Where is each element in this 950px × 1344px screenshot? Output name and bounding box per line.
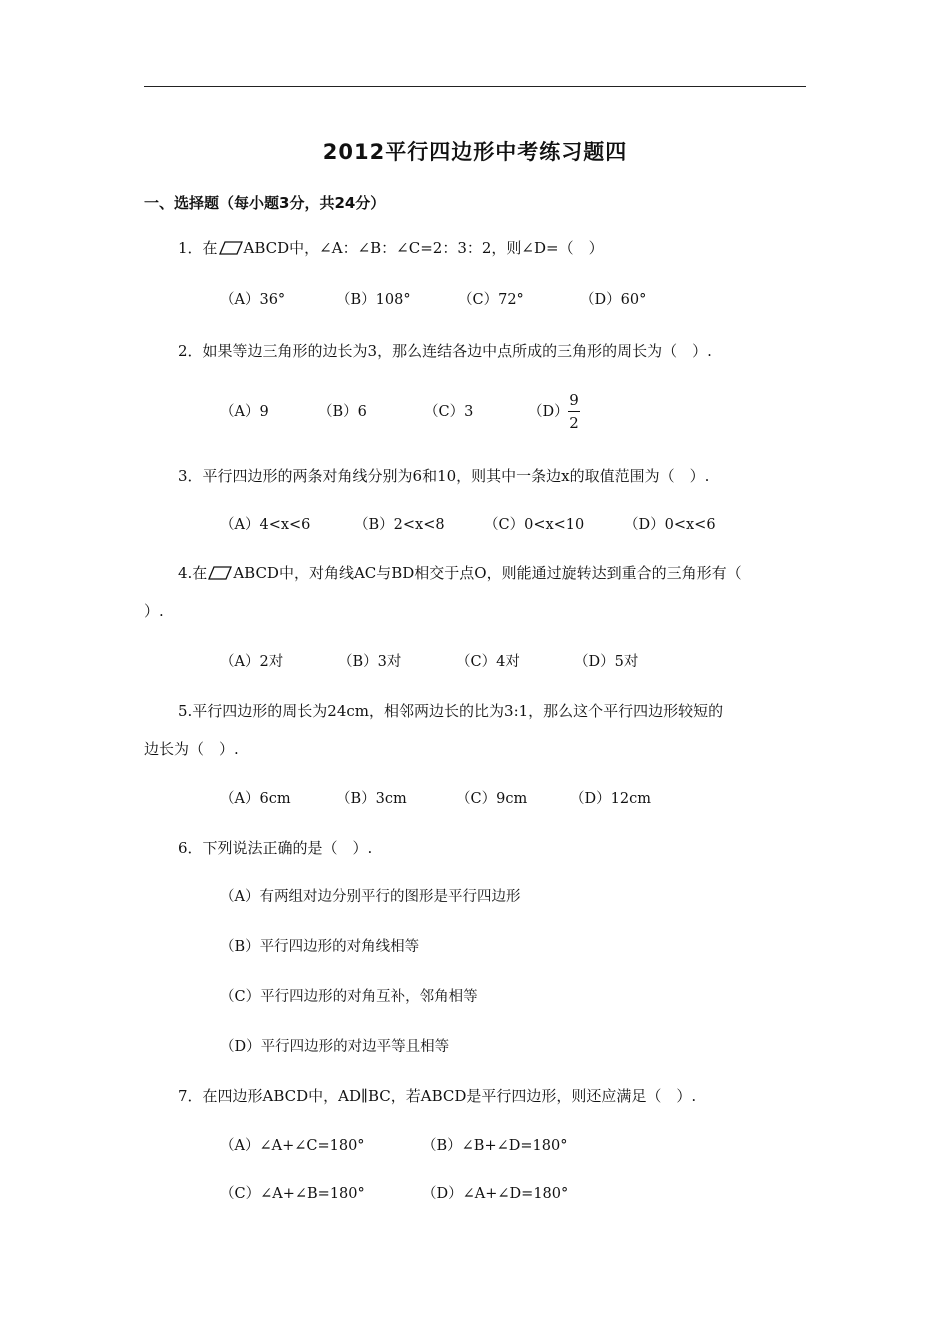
q7-option-c: （C）∠A+∠B=180° bbox=[220, 1186, 365, 1202]
q3-option-d: （D）0<x<6 bbox=[624, 517, 716, 533]
q6-option-a: （A）有两组对边分别平行的图形是平行四边形 bbox=[220, 889, 521, 905]
question-4-stem: ABCD中，对角线AC与BD相交于点O，则能通过旋转达到重合的三角形有（ bbox=[233, 564, 742, 582]
q5-option-a: （A）6cm bbox=[220, 791, 291, 807]
q6-option-b: （B）平行四边形的对角线相等 bbox=[220, 939, 420, 955]
q5-option-c: （C）9cm bbox=[456, 791, 528, 807]
q2-option-c: （C）3 bbox=[424, 404, 474, 420]
q3-option-b: （B）2<x<8 bbox=[354, 517, 445, 533]
question-4-prefix: 4.在 bbox=[178, 564, 208, 582]
header-rule bbox=[144, 86, 806, 87]
question-3: 3．平行四边形的两条对角线分别为6和10，则其中一条边x的取值范围为（ ）. bbox=[178, 467, 710, 485]
question-7: 7．在四边形ABCD中，AD∥BC，若ABCD是平行四边形，则还应满足（ ）. bbox=[178, 1087, 697, 1105]
q2-option-d: （D） bbox=[528, 404, 569, 420]
q4-option-b: （B）3对 bbox=[338, 654, 402, 670]
question-5-line2: 边长为（ ）. bbox=[144, 740, 239, 758]
parallelogram-icon bbox=[208, 566, 232, 580]
question-2: 2．如果等边三角形的边长为3，那么连结各边中点所成的三角形的周长为（ ）. bbox=[178, 342, 712, 360]
section-heading-choice: 一、选择题（每小题3分，共24分） bbox=[144, 194, 386, 212]
q4-option-c: （C）4对 bbox=[456, 654, 520, 670]
q4-option-d: （D）5对 bbox=[574, 654, 639, 670]
fraction-bar bbox=[568, 411, 580, 412]
fraction-numerator: 9 bbox=[569, 391, 579, 409]
q2-option-b: （B）6 bbox=[318, 404, 367, 420]
q6-option-c: （C）平行四边形的对角互补，邻角相等 bbox=[220, 989, 478, 1005]
parallelogram-icon bbox=[219, 241, 243, 255]
q3-option-c: （C）0<x<10 bbox=[484, 517, 585, 533]
q7-option-a: （A）∠A+∠C=180° bbox=[220, 1138, 365, 1154]
q4-option-a: （A）2对 bbox=[220, 654, 284, 670]
q2-option-d-fraction bbox=[564, 391, 584, 432]
q1-option-a: （A）36° bbox=[220, 292, 286, 308]
question-6: 6．下列说法正确的是（ ）. bbox=[178, 839, 373, 857]
q7-option-b: （B）∠B+∠D=180° bbox=[422, 1138, 568, 1154]
question-1-stem: ABCD中，∠A：∠B：∠C=2：3：2，则∠D=（ ） bbox=[243, 239, 604, 257]
question-4-line2: ）. bbox=[144, 602, 164, 620]
q5-option-b: （B）3cm bbox=[336, 791, 407, 807]
q6-option-d: （D）平行四边形的对边平等且相等 bbox=[220, 1039, 450, 1055]
q1-option-c: （C）72° bbox=[458, 292, 524, 308]
fraction-denominator: 2 bbox=[569, 414, 579, 432]
q1-option-d: （D）60° bbox=[580, 292, 647, 308]
question-4-line1 bbox=[178, 563, 742, 583]
q7-option-d: （D）∠A+∠D=180° bbox=[422, 1186, 569, 1202]
q1-option-b: （B）108° bbox=[336, 292, 411, 308]
page-title: 2012平行四边形中考练习题四 bbox=[322, 140, 628, 164]
q3-option-a: （A）4<x<6 bbox=[220, 517, 311, 533]
question-5-line1: 5.平行四边形的周长为24cm，相邻两边长的比为3:1，那么这个平行四边形较短的 bbox=[178, 702, 724, 720]
question-1-prefix: 1．在 bbox=[178, 239, 218, 257]
q5-option-d: （D）12cm bbox=[570, 791, 651, 807]
q2-option-a: （A）9 bbox=[220, 404, 269, 420]
question-1 bbox=[178, 238, 604, 258]
